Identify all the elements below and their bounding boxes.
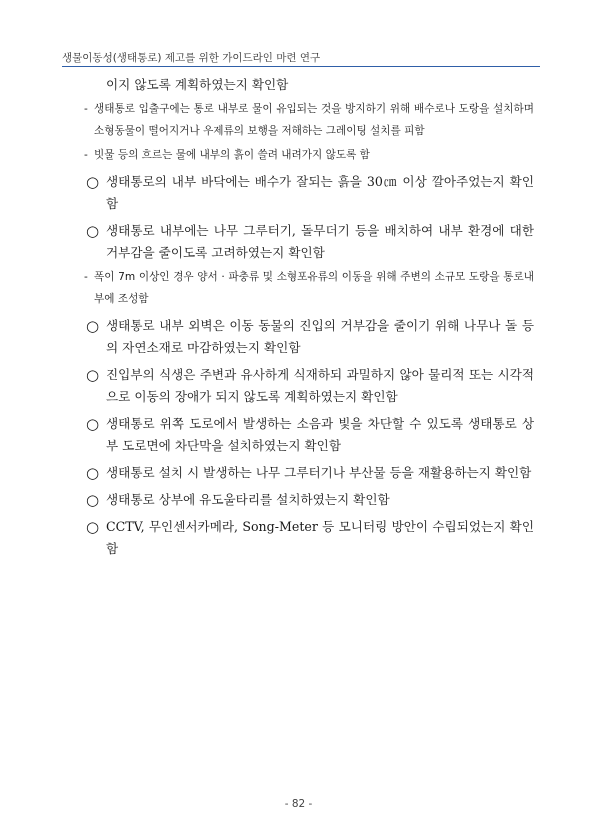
header-rule: [62, 66, 540, 67]
circle-bullet-icon: ○: [86, 317, 100, 335]
checklist-item: [72, 516, 534, 560]
checklist: [72, 98, 534, 560]
dash-bullet-icon: -: [84, 149, 88, 161]
running-header: 생물이동성(생태통로) 제고를 위한 가이드라인 마련 연구: [62, 52, 321, 64]
circle-bullet-icon: ○: [86, 491, 100, 509]
page-number: - 82 -: [284, 798, 313, 810]
item-text: 생태통로 위쪽 도로에서 발생하는 소음과 빛을 차단할 수 있도록 생태통로 상부 도로면에 차단막을 설치하였는지 확인함: [106, 416, 534, 453]
sub-item: [72, 144, 534, 166]
item-text: 폭이 7m 이상인 경우 양서 · 파충류 및 소형포유류의 이동을 위해 주변의 소규모 도랑을 통로내부에 조성함: [94, 271, 534, 305]
checklist-item: [72, 462, 534, 484]
item-text: 생태통로 설치 시 발생하는 나무 그루터기나 부산물 등을 재활용하는지 확인함: [106, 465, 532, 480]
circle-bullet-icon: ○: [86, 366, 100, 384]
checklist-item: [72, 489, 534, 511]
circle-bullet-icon: ○: [86, 173, 100, 191]
circle-bullet-icon: ○: [86, 518, 100, 536]
item-text: 진입부의 식생은 주변과 유사하게 식재하되 과밀하지 않아 물리적 또는 시각적으로 이동의 장애가 되지 않도록 계획하였는지 확인함: [106, 367, 534, 404]
checklist-item: [72, 315, 534, 359]
circle-bullet-icon: ○: [86, 415, 100, 433]
item-text: 빗물 등의 흐르는 물에 내부의 흙이 쓸려 내려가지 않도록 함: [94, 149, 370, 161]
sub-item: [72, 98, 534, 142]
item-text: 생태통로 내부에는 나무 그루터기, 돌무더기 등을 배치하여 내부 환경에 대한 거부감을 줄이도록 고려하였는지 확인함: [106, 223, 534, 260]
item-text: 생태통로 상부에 유도울타리를 설치하였는지 확인함: [106, 492, 390, 507]
checklist-item: [72, 413, 534, 457]
checklist-item: [72, 364, 534, 408]
continued-text: 이지 않도록 계획하였는지 확인함: [106, 77, 289, 92]
item-text: 생태통로 입출구에는 통로 내부로 물이 유입되는 것을 방지하기 위해 배수로나 도랑을 설치하며 소형동물이 떨어지거나 우제류의 보행을 저해하는 그레이팅 설치를 피함: [94, 103, 534, 137]
item-text: CCTV, 무인센서카메라, Song-Meter 등 모니터링 방안이 수립되었는지 확인함: [106, 519, 534, 556]
sub-item: [72, 266, 534, 310]
item-text: 생태통로 내부 외벽은 이동 동물의 진입의 거부감을 줄이기 위해 나무나 돌 등의 자연소재로 마감하였는지 확인함: [106, 318, 534, 355]
checklist-item: [72, 220, 534, 264]
circle-bullet-icon: ○: [86, 222, 100, 240]
circle-bullet-icon: ○: [86, 464, 100, 482]
document-body: [72, 70, 534, 560]
checklist-item: [72, 171, 534, 215]
item-text: 생태통로의 내부 바닥에는 배수가 잘되는 흙을 30㎝ 이상 깔아주었는지 확인함: [106, 174, 534, 211]
dash-bullet-icon: -: [84, 103, 88, 115]
dash-bullet-icon: -: [84, 271, 88, 283]
